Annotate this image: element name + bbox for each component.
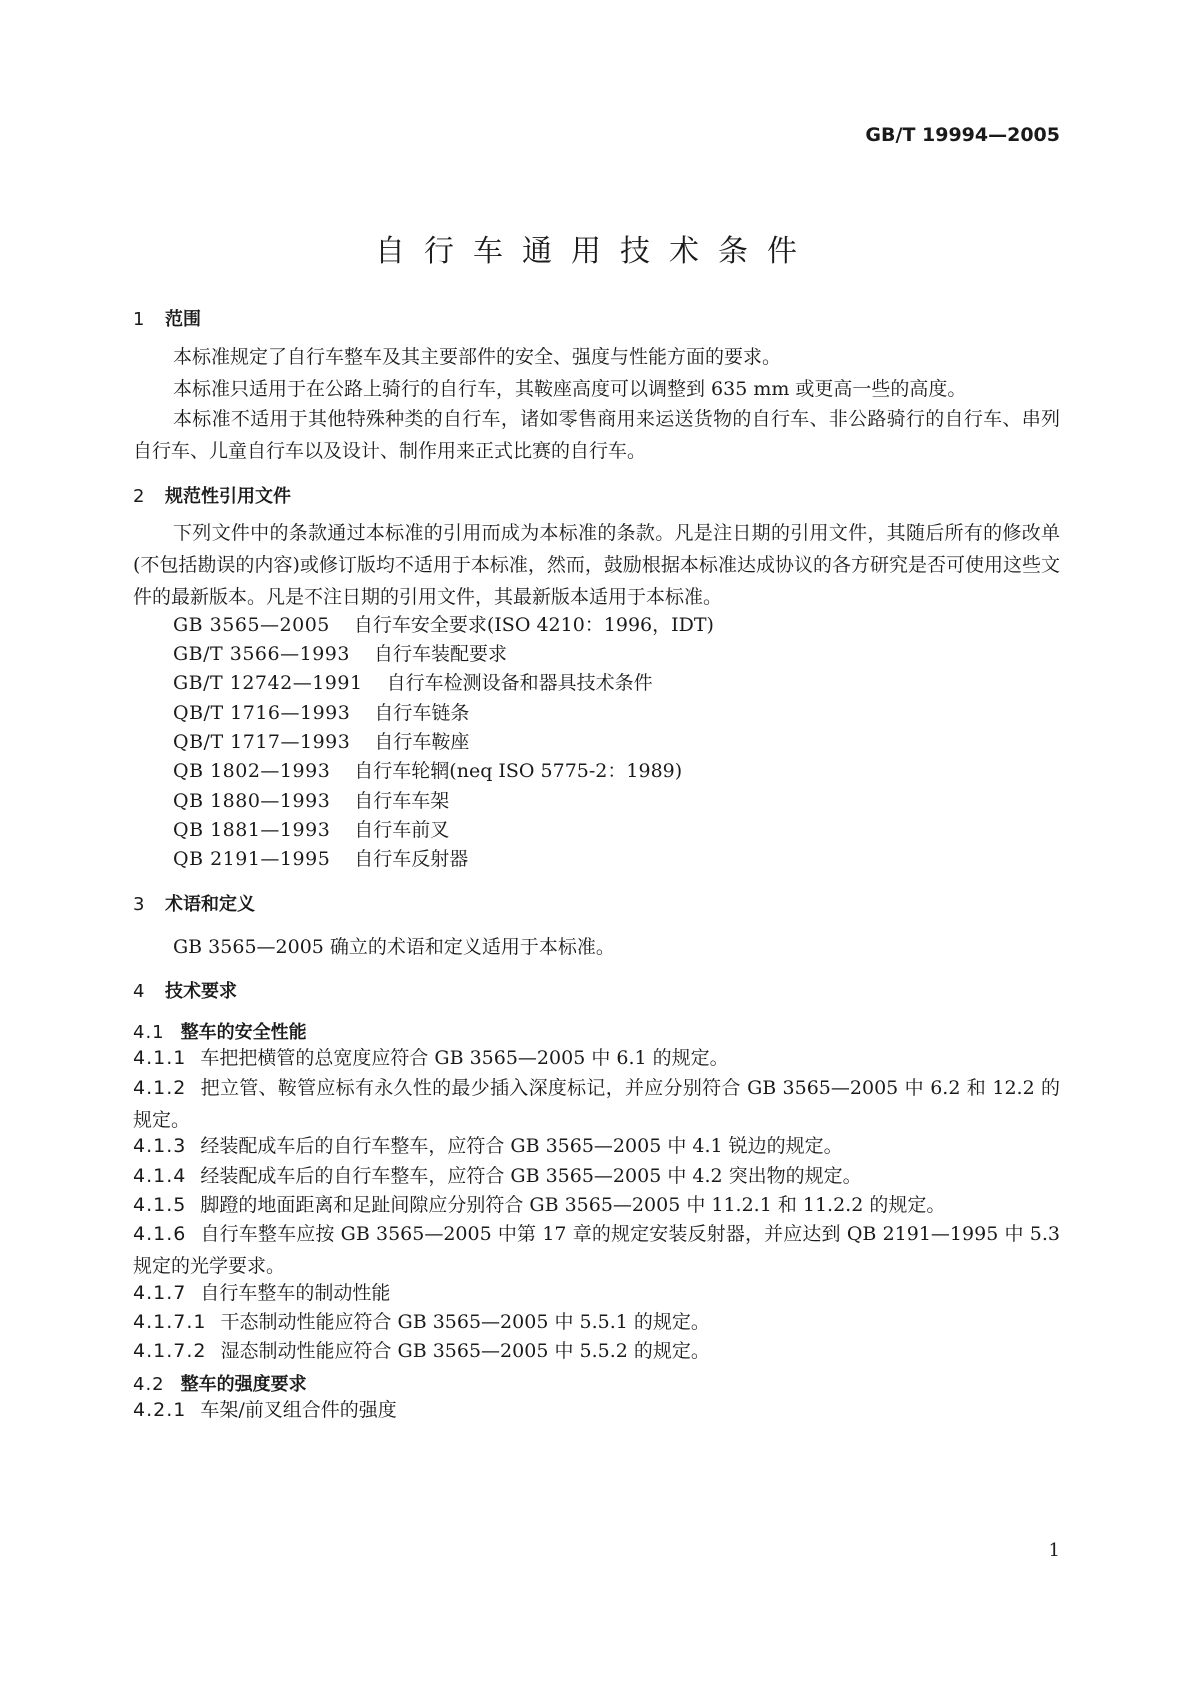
clause-number: 4.1.4 — [133, 1165, 187, 1187]
section-title: 规范性引用文件 — [165, 486, 291, 507]
reference-item — [173, 727, 469, 754]
reference-item — [173, 668, 653, 695]
section-4-heading — [133, 977, 237, 1003]
reference-name: 自行车轮辋(neq ISO 5775-2：1989) — [354, 760, 683, 782]
reference-code: QB 1880—1993 — [173, 790, 331, 812]
reference-code: QB 2191—1995 — [173, 848, 331, 870]
reference-item — [173, 786, 449, 813]
clause-4-1-2 — [133, 1072, 1060, 1136]
clause-number: 4.1.7.2 — [133, 1340, 207, 1362]
clause-number: 4.1.7 — [133, 1282, 187, 1304]
reference-code: QB/T 1716—1993 — [173, 702, 351, 724]
clause-4-1-3 — [133, 1130, 1060, 1162]
clause-4-1-7 — [133, 1277, 1060, 1309]
clause-number: 4.1.7.1 — [133, 1311, 207, 1333]
reference-code: GB/T 12742—1991 — [173, 672, 363, 694]
clause-number: 4.1.2 — [133, 1077, 187, 1099]
clause-text: 把立管、鞍管应标有永久性的最少插入深度标记，并应分别符合 GB 3565—2005 中 6.2 和 12.2 的规定。 — [133, 1077, 1060, 1131]
section-2-heading — [133, 482, 291, 508]
clause-4-1-heading — [133, 1018, 307, 1044]
clause-4-1-4 — [133, 1160, 1060, 1192]
clause-text: 车把把横管的总宽度应符合 GB 3565—2005 中 6.1 的规定。 — [200, 1047, 729, 1069]
clause-number: 4.1.1 — [133, 1047, 187, 1069]
clause-text: 自行车整车应按 GB 3565—2005 中第 17 章的规定安装反射器，并应达到 QB 2191—1995 中 5.3规定的光学要求。 — [133, 1223, 1060, 1277]
section-number: 4 — [133, 981, 145, 1002]
clause-number: 4.1 — [133, 1022, 165, 1043]
reference-name: 自行车检测设备和器具技术条件 — [386, 672, 653, 694]
clause-text: 自行车整车的制动性能 — [200, 1282, 391, 1304]
clause-4-2-1 — [133, 1394, 1060, 1426]
clause-text: 脚蹬的地面距离和足趾间隙应分别符合 GB 3565—2005 中 11.2.1 和 11.2.2 的规定。 — [200, 1194, 946, 1216]
section-title: 范围 — [165, 309, 201, 330]
section-number: 3 — [133, 894, 145, 915]
reference-name: 自行车前叉 — [354, 819, 450, 841]
reference-code: GB/T 3566—1993 — [173, 643, 350, 665]
section-1-heading — [133, 305, 201, 331]
standard-code: GB/T 19994—2005 — [865, 124, 1060, 146]
clause-text: 湿态制动性能应符合 GB 3565—2005 中 5.5.2 的规定。 — [220, 1340, 710, 1362]
reference-item — [173, 756, 682, 783]
clause-text: 经装配成车后的自行车整车，应符合 GB 3565—2005 中 4.2 突出物的规定。 — [200, 1165, 862, 1187]
clause-4-1-5 — [133, 1189, 1060, 1221]
reference-item — [173, 815, 449, 842]
reference-code: QB/T 1717—1993 — [173, 731, 351, 753]
clause-number: 4.2 — [133, 1374, 165, 1395]
clause-text: 经装配成车后的自行车整车，应符合 GB 3565—2005 中 4.1 锐边的规定。 — [200, 1135, 843, 1157]
section-title: 技术要求 — [165, 981, 237, 1002]
section-3-heading — [133, 890, 255, 916]
reference-code: QB 1881—1993 — [173, 819, 331, 841]
reference-name: 自行车反射器 — [354, 848, 469, 870]
clause-4-1-6 — [133, 1218, 1060, 1282]
reference-name: 自行车安全要求(ISO 4210：1996，IDT) — [353, 614, 714, 636]
clause-number: 4.2.1 — [133, 1399, 187, 1421]
clause-4-1-1 — [133, 1042, 1060, 1074]
clause-4-1-7-2 — [133, 1335, 1060, 1367]
reference-item — [173, 844, 468, 871]
clause-4-1-7-1 — [133, 1306, 1060, 1338]
clause-4-2-heading — [133, 1370, 307, 1396]
reference-code: GB 3565—2005 — [173, 614, 330, 636]
reference-name: 自行车鞍座 — [374, 731, 470, 753]
reference-name: 自行车车架 — [354, 790, 450, 812]
section-title: 术语和定义 — [165, 894, 255, 915]
reference-code: QB 1802—1993 — [173, 760, 331, 782]
terms-paragraph: GB 3565—2005 确立的术语和定义适用于本标准。 — [173, 936, 615, 958]
clause-number: 4.1.3 — [133, 1135, 187, 1157]
reference-item — [173, 698, 469, 725]
clause-text: 干态制动性能应符合 GB 3565—2005 中 5.5.1 的规定。 — [220, 1311, 710, 1333]
reference-item — [173, 639, 507, 666]
document-title: 自行车通用技术条件 — [375, 234, 816, 269]
reference-item — [173, 610, 714, 637]
reference-name: 自行车装配要求 — [373, 643, 507, 665]
normative-intro: 下列文件中的条款通过本标准的引用而成为本标准的条款。凡是注日期的引用文件，其随后所有的修改单(不包括勘误的内容)或修订版均不适用于本标准，然而，鼓励根据本标准达成协议的各方研究是否可使用这些文件的最新版本。凡是不注日期的引用文件，其最新版本适用于本标准。 — [133, 522, 1060, 608]
section-number: 2 — [133, 486, 145, 507]
section-number: 1 — [133, 309, 145, 330]
clause-title: 整车的安全性能 — [180, 1022, 307, 1043]
scope-paragraph-2: 本标准只适用于在公路上骑行的自行车，其鞍座高度可以调整到 635 mm 或更高一些的高度。 — [173, 378, 967, 400]
scope-paragraph-1: 本标准规定了自行车整车及其主要部件的安全、强度与性能方面的要求。 — [173, 346, 782, 368]
page-number: 1 — [1048, 1540, 1060, 1561]
clause-number: 4.1.6 — [133, 1223, 187, 1245]
scope-paragraph-3: 本标准不适用于其他特殊种类的自行车，诸如零售商用来运送货物的自行车、非公路骑行的自行车、串列自行车、儿童自行车以及设计、制作用来正式比赛的自行车。 — [133, 408, 1060, 462]
reference-name: 自行车链条 — [374, 702, 470, 724]
clause-number: 4.1.5 — [133, 1194, 187, 1216]
clause-title: 整车的强度要求 — [180, 1374, 307, 1395]
clause-text: 车架/前叉组合件的强度 — [200, 1399, 397, 1421]
